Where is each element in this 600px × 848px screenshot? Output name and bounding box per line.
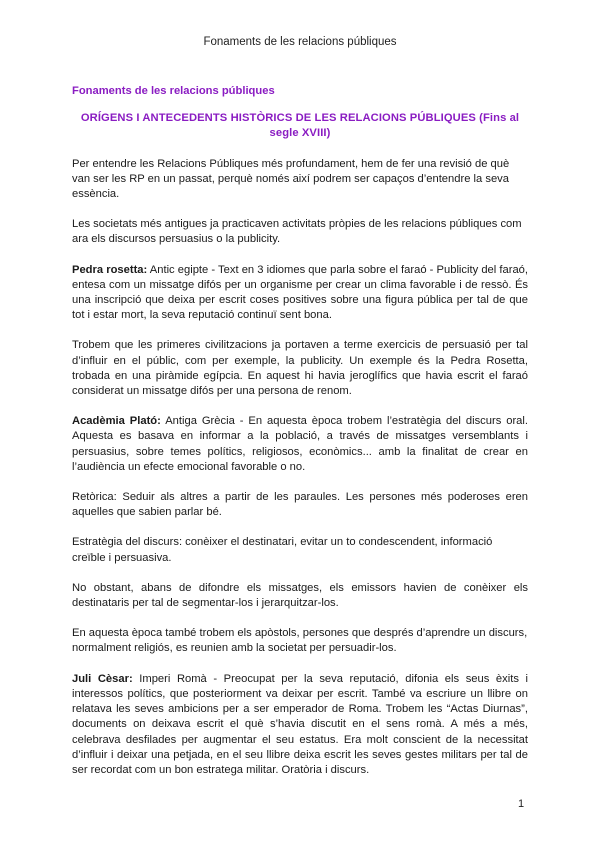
- paragraph-intro: [72, 157, 528, 203]
- paragraph-text: Trobem que les primeres civilitzacions ja portaven a terme exercicis de persuasió per tal d’influir en el públic, com per exemple, la publicity. Un exemple és la Pedra Rosetta, trobada en una piràmide egípcia. En aquest hi havia jeroglífics que havia escrit el faraó considerat un missatge difós per una persona de renom.: [72, 339, 528, 398]
- paragraph-apostols: [72, 626, 528, 656]
- paragraph-academia-plato: [72, 414, 528, 475]
- paragraph-text: No obstant, abans de difondre els missatges, els emissors havien de conèixer els destinataris per tal de segmentar-los i jerarquitzar-los.: [72, 581, 528, 610]
- paragraph-retorica: [72, 490, 528, 520]
- paragraph-lead: Juli Cèsar:: [72, 672, 133, 685]
- paragraph-estrategia: [72, 535, 528, 565]
- paragraph-text: Per entendre les Relacions Públiques més profundament, hem de fer una revisió de què van ser les RP en un passat, perquè només així podrem ser capaços d’entendre la seva essència.: [72, 157, 510, 201]
- paragraph-ancient-societies: [72, 217, 528, 247]
- paragraph-text: Estratègia del discurs: conèixer el destinatari, evitar un to condescendent, informació creïble i persuasiva.: [72, 536, 493, 564]
- paragraph-text: Antic egipte - Text en 3 idiomes que parla sobre el faraó - Publicity del faraó, entesa com un missatge difós per un organisme per crear un clima favorable i de ressò. És una inscripció que deixa per escrit coses positives sobre una figura pública per tal de que tot i estar mort, la seva reputació continuï sent bona.: [72, 263, 528, 322]
- paragraph-text: Retòrica: Seduir als altres a partir de les paraules. Les persones més poderoses eren aquelles que sabien parlar bé.: [72, 491, 528, 519]
- paragraph-first-civilizations: [72, 338, 528, 399]
- paragraph-text: Imperi Romà - Preocupat per la seva reputació, difonia els seus èxits i interessos polítics, que posteriorment va deixar per escrit. També va escriure un llibre on relatava les seves ambicions per a ser emperador de Roma. Trobem les “Actas Diurnas”, documents on deixava escrit el què s’havia discutit en el sens romà. A més a més, celebrava desfilades per augmentar el seu estatus. Era molt conscient de la necessitat d’influir i deixar una petjada, en el seu llibre deixa escrit les seves gestes militars per tal de ser recordat com un bon estratega militar. Oratòria i discurs.: [72, 672, 528, 776]
- running-header: Fonaments de les relacions públiques: [203, 36, 397, 48]
- paragraph-text: En aquesta època també trobem els apòstols, persones que després d’aprendre un discurs, normalment religiós, es reunien amb la societat per persuadir-los.: [72, 627, 528, 655]
- paragraph-text: Les societats més antigues ja practicaven activitats pròpies de les relacions públiques com ara els discursos persuasius o la publicity.: [72, 218, 522, 246]
- document-subtitle: ORÍGENS I ANTECEDENTS HISTÒRICS DE LES RELACIONS PÚBLIQUES (Fins al segle XVIII): [80, 112, 520, 140]
- paragraph-pedra-rosetta: [72, 263, 528, 324]
- paragraph-text: Antiga Grècia - En aquesta època trobem l’estratègia del discurs oral. Aquesta es basava en informar a la població, a través de missatges versemblants i persuasius, sobre temes polítics, religiosos, econòmics... amb la finalitat de crear en l’audiència un efecte emocional favorable o no.: [72, 415, 528, 473]
- paragraph-lead: Pedra rosetta:: [72, 263, 148, 276]
- document-body: [72, 84, 528, 793]
- paragraph-no-obstant: [72, 581, 528, 611]
- paragraph-lead: Acadèmia Plató:: [72, 415, 161, 428]
- document-title: Fonaments de les relacions públiques: [72, 85, 275, 97]
- paragraph-juli-cesar: [72, 672, 528, 778]
- page-number: 1: [518, 798, 525, 810]
